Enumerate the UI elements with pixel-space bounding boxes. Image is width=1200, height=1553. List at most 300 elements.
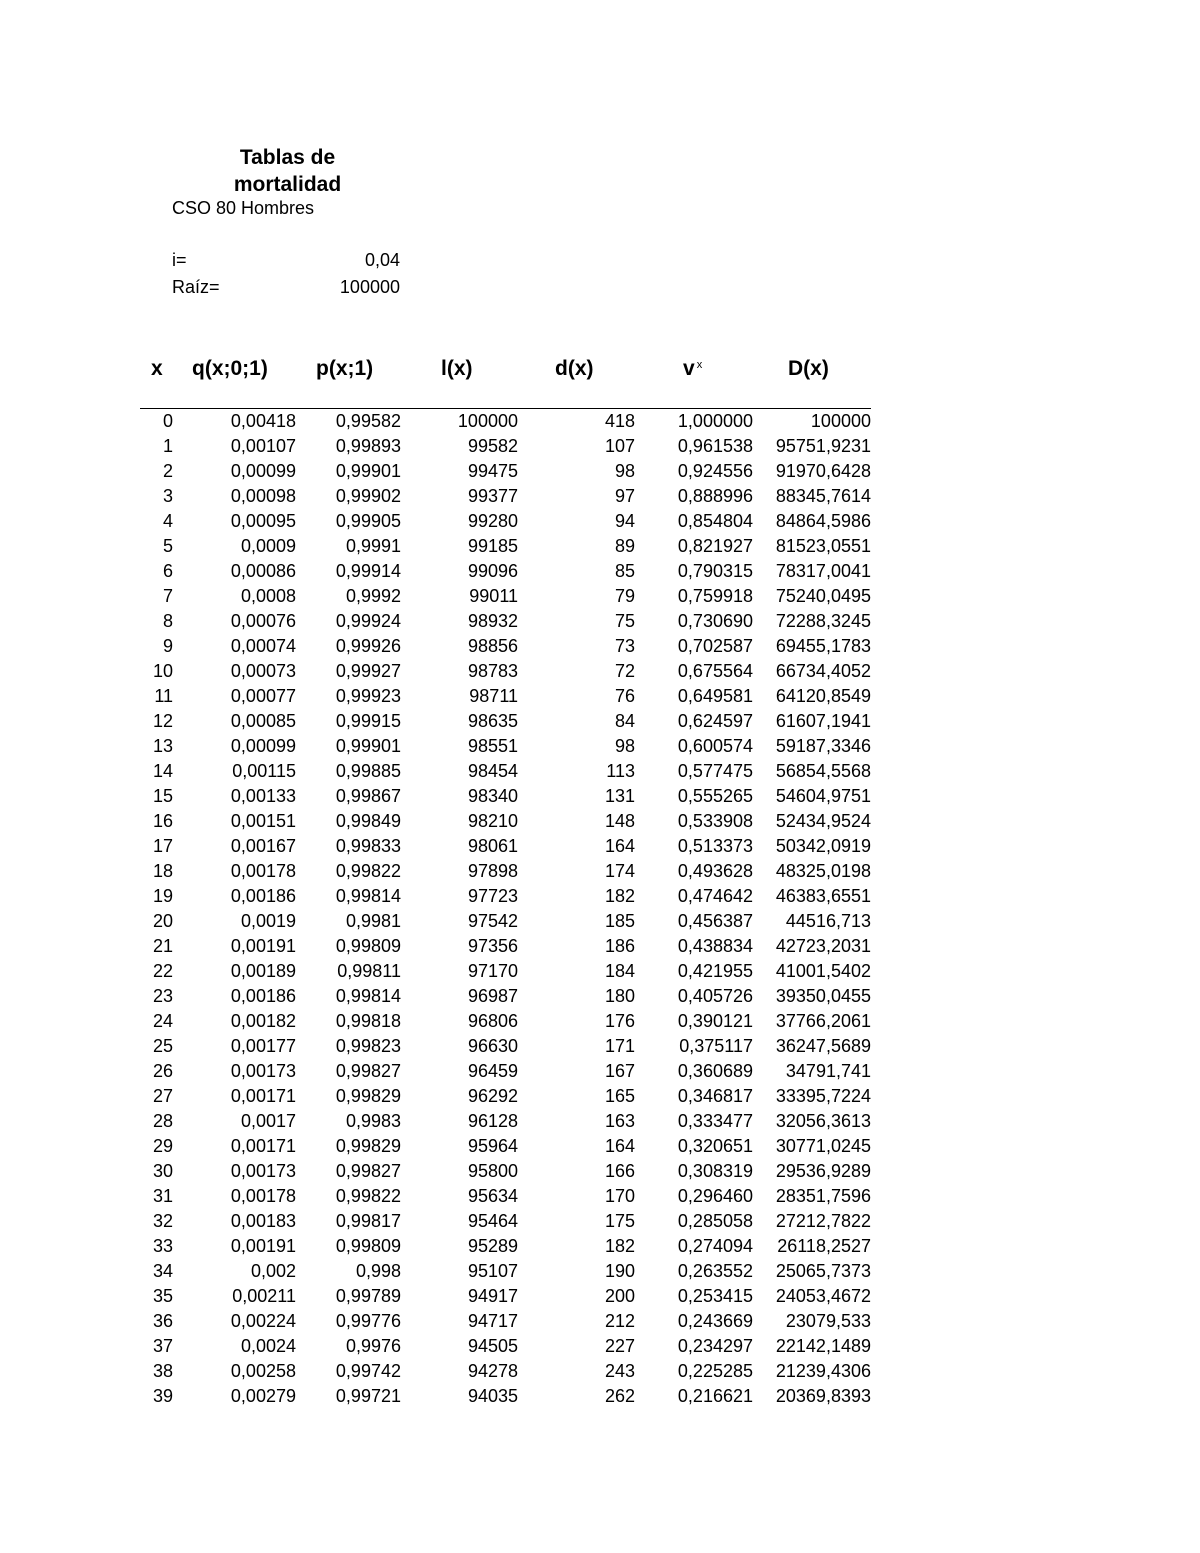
age-cell: 25 xyxy=(152,1036,173,1056)
dx-cell: 89 xyxy=(614,536,635,556)
table-row xyxy=(0,1385,1200,1410)
vx-cell: 0,263552 xyxy=(677,1261,753,1281)
Dx-cell: 95751,9231 xyxy=(775,436,871,456)
qx-cell: 0,00173 xyxy=(230,1061,296,1081)
lx-cell: 96987 xyxy=(467,986,518,1006)
age-cell: 9 xyxy=(162,636,173,656)
age-cell: 24 xyxy=(152,1011,173,1031)
table-row xyxy=(0,1310,1200,1335)
lx-cell: 99185 xyxy=(467,536,518,556)
Dx-cell: 100000 xyxy=(810,411,871,431)
age-cell: 19 xyxy=(152,886,173,906)
qx-cell: 0,00171 xyxy=(230,1136,296,1156)
qx-cell: 0,00095 xyxy=(230,511,296,531)
lx-cell: 99280 xyxy=(467,511,518,531)
dx-cell: 212 xyxy=(604,1311,635,1331)
table-row xyxy=(0,1135,1200,1160)
vx-cell: 0,390121 xyxy=(677,1011,753,1031)
px-cell: 0,99829 xyxy=(335,1136,401,1156)
qx-cell: 0,00177 xyxy=(230,1036,296,1056)
Dx-cell: 25065,7373 xyxy=(775,1261,871,1281)
table-row xyxy=(0,1185,1200,1210)
qx-cell: 0,00178 xyxy=(230,861,296,881)
vx-cell: 0,405726 xyxy=(677,986,753,1006)
dx-cell: 176 xyxy=(604,1011,635,1031)
mortality-table-body xyxy=(0,410,1200,1410)
age-cell: 12 xyxy=(152,711,173,731)
age-cell: 8 xyxy=(162,611,173,631)
px-cell: 0,99827 xyxy=(335,1061,401,1081)
qx-cell: 0,00076 xyxy=(230,611,296,631)
qx-cell: 0,00115 xyxy=(232,761,296,781)
table-row xyxy=(0,735,1200,760)
qx-cell: 0,00107 xyxy=(230,436,296,456)
Dx-cell: 56854,5568 xyxy=(775,761,871,781)
qx-cell: 0,00183 xyxy=(230,1211,296,1231)
age-cell: 2 xyxy=(162,461,173,481)
px-cell: 0,9983 xyxy=(345,1111,401,1131)
Dx-cell: 28351,7596 xyxy=(775,1186,871,1206)
lx-cell: 97723 xyxy=(467,886,518,906)
age-cell: 30 xyxy=(152,1161,173,1181)
age-cell: 27 xyxy=(152,1086,173,1106)
table-row xyxy=(0,1285,1200,1310)
Dx-cell: 44516,713 xyxy=(785,911,871,931)
dx-cell: 184 xyxy=(604,961,635,981)
vx-cell: 0,360689 xyxy=(677,1061,753,1081)
lx-cell: 95964 xyxy=(467,1136,518,1156)
dx-cell: 166 xyxy=(604,1161,635,1181)
age-cell: 16 xyxy=(152,811,173,831)
table-row xyxy=(0,1035,1200,1060)
px-cell: 0,99885 xyxy=(335,761,401,781)
vx-cell: 0,296460 xyxy=(677,1186,753,1206)
age-cell: 6 xyxy=(162,561,173,581)
Dx-cell: 66734,4052 xyxy=(775,661,871,681)
dx-cell: 171 xyxy=(604,1036,635,1056)
px-cell: 0,998 xyxy=(355,1261,401,1281)
lx-cell: 98061 xyxy=(467,836,518,856)
table-row xyxy=(0,710,1200,735)
qx-cell: 0,002 xyxy=(250,1261,296,1281)
lx-cell: 95289 xyxy=(467,1236,518,1256)
Dx-cell: 24053,4672 xyxy=(775,1286,871,1306)
dx-cell: 164 xyxy=(604,836,635,856)
dx-cell: 180 xyxy=(604,986,635,1006)
lx-cell: 99582 xyxy=(467,436,518,456)
lx-cell: 96292 xyxy=(467,1086,518,1106)
vx-cell: 0,243669 xyxy=(677,1311,753,1331)
age-cell: 31 xyxy=(152,1186,173,1206)
px-cell: 0,99814 xyxy=(335,986,401,1006)
Dx-cell: 34791,741 xyxy=(785,1061,871,1081)
qx-cell: 0,00178 xyxy=(230,1186,296,1206)
vx-cell: 0,456387 xyxy=(677,911,753,931)
column-header-lx: l(x) xyxy=(441,357,473,380)
px-cell: 0,99901 xyxy=(335,461,401,481)
vx-cell: 0,421955 xyxy=(677,961,753,981)
qx-cell: 0,0008 xyxy=(240,586,296,606)
px-cell: 0,99818 xyxy=(335,1011,401,1031)
dx-cell: 148 xyxy=(604,811,635,831)
table-row xyxy=(0,460,1200,485)
px-cell: 0,99905 xyxy=(335,511,401,531)
dx-cell: 73 xyxy=(614,636,635,656)
qx-cell: 0,00099 xyxy=(230,461,296,481)
table-row xyxy=(0,935,1200,960)
age-cell: 20 xyxy=(152,911,173,931)
px-cell: 0,99582 xyxy=(335,411,401,431)
column-header-qx: q(x;0;1) xyxy=(192,357,268,380)
px-cell: 0,99867 xyxy=(335,786,401,806)
vx-cell: 0,308319 xyxy=(677,1161,753,1181)
header-divider xyxy=(140,408,871,409)
table-row xyxy=(0,810,1200,835)
px-cell: 0,99822 xyxy=(335,861,401,881)
qx-cell: 0,00189 xyxy=(230,961,296,981)
qx-cell: 0,00258 xyxy=(230,1361,296,1381)
age-cell: 33 xyxy=(152,1236,173,1256)
dx-cell: 84 xyxy=(614,711,635,731)
Dx-cell: 91970,6428 xyxy=(775,461,871,481)
column-header-vx xyxy=(683,356,702,382)
dx-cell: 185 xyxy=(604,911,635,931)
dx-cell: 227 xyxy=(604,1336,635,1356)
table-row xyxy=(0,1085,1200,1110)
Dx-cell: 78317,0041 xyxy=(775,561,871,581)
lx-cell: 98551 xyxy=(467,736,518,756)
vx-cell: 0,821927 xyxy=(677,536,753,556)
lx-cell: 96806 xyxy=(467,1011,518,1031)
qx-cell: 0,00073 xyxy=(230,661,296,681)
qx-cell: 0,00224 xyxy=(230,1311,296,1331)
Dx-cell: 81523,0551 xyxy=(775,536,871,556)
qx-cell: 0,00133 xyxy=(230,786,296,806)
column-header-v-exponent: x xyxy=(696,359,703,371)
Dx-cell: 42723,2031 xyxy=(775,936,871,956)
dx-cell: 165 xyxy=(604,1086,635,1106)
lx-cell: 97356 xyxy=(467,936,518,956)
Dx-cell: 69455,1783 xyxy=(775,636,871,656)
Dx-cell: 72288,3245 xyxy=(775,611,871,631)
qx-cell: 0,00086 xyxy=(230,561,296,581)
lx-cell: 98932 xyxy=(467,611,518,631)
lx-cell: 95800 xyxy=(467,1161,518,1181)
qx-cell: 0,0009 xyxy=(240,536,296,556)
page-title: Tablas de mortalidad xyxy=(233,146,342,196)
Dx-cell: 29536,9289 xyxy=(775,1161,871,1181)
lx-cell: 98711 xyxy=(469,686,518,706)
dx-cell: 75 xyxy=(614,611,635,631)
Dx-cell: 48325,0198 xyxy=(775,861,871,881)
vx-cell: 0,474642 xyxy=(677,886,753,906)
table-row xyxy=(0,1235,1200,1260)
vx-cell: 0,274094 xyxy=(677,1236,753,1256)
px-cell: 0,99811 xyxy=(337,961,401,981)
dx-cell: 113 xyxy=(606,761,635,781)
px-cell: 0,99902 xyxy=(335,486,401,506)
table-row xyxy=(0,585,1200,610)
table-subtitle: CSO 80 Hombres xyxy=(172,198,315,218)
lx-cell: 96630 xyxy=(467,1036,518,1056)
table-row xyxy=(0,1010,1200,1035)
column-header-x: x xyxy=(151,357,163,380)
vx-cell: 0,285058 xyxy=(677,1211,753,1231)
px-cell: 0,99927 xyxy=(335,661,401,681)
table-row xyxy=(0,610,1200,635)
px-cell: 0,99823 xyxy=(335,1036,401,1056)
table-row xyxy=(0,410,1200,435)
Dx-cell: 61607,1941 xyxy=(775,711,871,731)
px-cell: 0,9991 xyxy=(345,536,401,556)
Dx-cell: 46383,6551 xyxy=(775,886,871,906)
column-header-dx: d(x) xyxy=(555,357,594,380)
table-row xyxy=(0,535,1200,560)
Dx-cell: 59187,3346 xyxy=(775,736,871,756)
lx-cell: 98340 xyxy=(467,786,518,806)
age-cell: 17 xyxy=(152,836,173,856)
table-row xyxy=(0,660,1200,685)
vx-cell: 0,234297 xyxy=(677,1336,753,1356)
qx-cell: 0,0024 xyxy=(240,1336,296,1356)
column-header-v-base: v xyxy=(683,357,695,380)
Dx-cell: 21239,4306 xyxy=(775,1361,871,1381)
Dx-cell: 23079,533 xyxy=(785,1311,871,1331)
qx-cell: 0,00418 xyxy=(230,411,296,431)
Dx-cell: 27212,7822 xyxy=(775,1211,871,1231)
Dx-cell: 54604,9751 xyxy=(775,786,871,806)
px-cell: 0,99849 xyxy=(335,811,401,831)
qx-cell: 0,00151 xyxy=(230,811,296,831)
px-cell: 0,9976 xyxy=(345,1336,401,1356)
qx-cell: 0,00279 xyxy=(230,1386,296,1406)
lx-cell: 97898 xyxy=(467,861,518,881)
lx-cell: 95464 xyxy=(467,1211,518,1231)
vx-cell: 0,961538 xyxy=(677,436,753,456)
vx-cell: 0,555265 xyxy=(677,786,753,806)
vx-cell: 0,513373 xyxy=(677,836,753,856)
age-cell: 36 xyxy=(152,1311,173,1331)
age-cell: 15 xyxy=(152,786,173,806)
qx-cell: 0,00074 xyxy=(230,636,296,656)
vx-cell: 0,333477 xyxy=(677,1111,753,1131)
lx-cell: 97170 xyxy=(467,961,518,981)
vx-cell: 0,577475 xyxy=(677,761,753,781)
px-cell: 0,99809 xyxy=(335,936,401,956)
qx-cell: 0,00167 xyxy=(230,836,296,856)
column-header-px: p(x;1) xyxy=(316,357,374,380)
dx-cell: 163 xyxy=(604,1111,635,1131)
qx-cell: 0,00077 xyxy=(230,686,296,706)
vx-cell: 0,320651 xyxy=(677,1136,753,1156)
dx-cell: 167 xyxy=(604,1061,635,1081)
lx-cell: 96459 xyxy=(467,1061,518,1081)
Dx-cell: 22142,1489 xyxy=(775,1336,871,1356)
vx-cell: 0,730690 xyxy=(677,611,753,631)
dx-cell: 98 xyxy=(614,461,635,481)
table-row xyxy=(0,1110,1200,1135)
radix-label: Raíz= xyxy=(172,277,220,297)
Dx-cell: 39350,0455 xyxy=(775,986,871,1006)
px-cell: 0,99914 xyxy=(335,561,401,581)
vx-cell: 0,649581 xyxy=(677,686,753,706)
age-cell: 4 xyxy=(162,511,173,531)
age-cell: 5 xyxy=(162,536,173,556)
dx-cell: 98 xyxy=(614,736,635,756)
vx-cell: 0,600574 xyxy=(677,736,753,756)
qx-cell: 0,00171 xyxy=(230,1086,296,1106)
qx-cell: 0,0017 xyxy=(240,1111,296,1131)
dx-cell: 262 xyxy=(604,1386,635,1406)
qx-cell: 0,00191 xyxy=(230,936,296,956)
Dx-cell: 33395,7224 xyxy=(775,1086,871,1106)
dx-cell: 72 xyxy=(614,661,635,681)
px-cell: 0,99776 xyxy=(335,1311,401,1331)
table-row xyxy=(0,1260,1200,1285)
table-row xyxy=(0,1335,1200,1360)
table-row xyxy=(0,435,1200,460)
dx-cell: 200 xyxy=(604,1286,635,1306)
Dx-cell: 36247,5689 xyxy=(775,1036,871,1056)
Dx-cell: 52434,9524 xyxy=(775,811,871,831)
vx-cell: 0,225285 xyxy=(677,1361,753,1381)
px-cell: 0,99915 xyxy=(335,711,401,731)
age-cell: 13 xyxy=(152,736,173,756)
dx-cell: 182 xyxy=(604,886,635,906)
vx-cell: 0,493628 xyxy=(677,861,753,881)
age-cell: 7 xyxy=(162,586,173,606)
dx-cell: 174 xyxy=(604,861,635,881)
dx-cell: 186 xyxy=(604,936,635,956)
age-cell: 10 xyxy=(152,661,173,681)
lx-cell: 97542 xyxy=(467,911,518,931)
px-cell: 0,99923 xyxy=(335,686,401,706)
px-cell: 0,99817 xyxy=(335,1211,401,1231)
Dx-cell: 41001,5402 xyxy=(775,961,871,981)
px-cell: 0,99833 xyxy=(335,836,401,856)
vx-cell: 1,000000 xyxy=(677,411,753,431)
Dx-cell: 64120,8549 xyxy=(775,686,871,706)
qx-cell: 0,00186 xyxy=(230,886,296,906)
vx-cell: 0,253415 xyxy=(677,1286,753,1306)
qx-cell: 0,0019 xyxy=(240,911,296,931)
table-row xyxy=(0,910,1200,935)
age-cell: 26 xyxy=(152,1061,173,1081)
dx-cell: 418 xyxy=(604,411,635,431)
age-cell: 0 xyxy=(162,411,173,431)
table-row xyxy=(0,960,1200,985)
interest-rate-value: 0,04 xyxy=(364,250,400,270)
age-cell: 11 xyxy=(154,686,173,706)
vx-cell: 0,702587 xyxy=(677,636,753,656)
lx-cell: 94505 xyxy=(467,1336,518,1356)
Dx-cell: 50342,0919 xyxy=(775,836,871,856)
Dx-cell: 88345,7614 xyxy=(775,486,871,506)
dx-cell: 79 xyxy=(614,586,635,606)
table-row xyxy=(0,635,1200,660)
lx-cell: 98856 xyxy=(467,636,518,656)
age-cell: 32 xyxy=(152,1211,173,1231)
lx-cell: 98635 xyxy=(467,711,518,731)
px-cell: 0,99829 xyxy=(335,1086,401,1106)
px-cell: 0,99893 xyxy=(335,436,401,456)
dx-cell: 182 xyxy=(604,1236,635,1256)
lx-cell: 95107 xyxy=(467,1261,518,1281)
qx-cell: 0,00099 xyxy=(230,736,296,756)
age-cell: 3 xyxy=(162,486,173,506)
age-cell: 29 xyxy=(152,1136,173,1156)
lx-cell: 99096 xyxy=(467,561,518,581)
dx-cell: 243 xyxy=(604,1361,635,1381)
lx-cell: 94278 xyxy=(467,1361,518,1381)
table-row xyxy=(0,510,1200,535)
lx-cell: 94717 xyxy=(467,1311,518,1331)
px-cell: 0,99742 xyxy=(335,1361,401,1381)
age-cell: 34 xyxy=(152,1261,173,1281)
table-row xyxy=(0,485,1200,510)
age-cell: 35 xyxy=(152,1286,173,1306)
age-cell: 23 xyxy=(152,986,173,1006)
lx-cell: 98783 xyxy=(467,661,518,681)
table-row xyxy=(0,985,1200,1010)
qx-cell: 0,00085 xyxy=(230,711,296,731)
table-row xyxy=(0,1210,1200,1235)
vx-cell: 0,675564 xyxy=(677,661,753,681)
px-cell: 0,99809 xyxy=(335,1236,401,1256)
Dx-cell: 26118,2527 xyxy=(777,1236,871,1256)
dx-cell: 164 xyxy=(604,1136,635,1156)
Dx-cell: 75240,0495 xyxy=(775,586,871,606)
lx-cell: 98454 xyxy=(467,761,518,781)
vx-cell: 0,624597 xyxy=(677,711,753,731)
age-cell: 37 xyxy=(152,1336,173,1356)
dx-cell: 175 xyxy=(604,1211,635,1231)
lx-cell: 98210 xyxy=(467,811,518,831)
lx-cell: 100000 xyxy=(457,411,518,431)
lx-cell: 99475 xyxy=(467,461,518,481)
vx-cell: 0,346817 xyxy=(677,1086,753,1106)
qx-cell: 0,00211 xyxy=(232,1286,296,1306)
px-cell: 0,9981 xyxy=(345,911,401,931)
qx-cell: 0,00098 xyxy=(230,486,296,506)
table-row xyxy=(0,885,1200,910)
vx-cell: 0,216621 xyxy=(677,1386,753,1406)
dx-cell: 131 xyxy=(604,786,635,806)
age-cell: 1 xyxy=(162,436,173,456)
age-cell: 22 xyxy=(152,961,173,981)
Dx-cell: 30771,0245 xyxy=(775,1136,871,1156)
age-cell: 39 xyxy=(152,1386,173,1406)
vx-cell: 0,533908 xyxy=(677,811,753,831)
vx-cell: 0,790315 xyxy=(677,561,753,581)
Dx-cell: 37766,2061 xyxy=(775,1011,871,1031)
table-row xyxy=(0,1160,1200,1185)
px-cell: 0,9992 xyxy=(345,586,401,606)
lx-cell: 96128 xyxy=(467,1111,518,1131)
table-row xyxy=(0,685,1200,710)
lx-cell: 94035 xyxy=(467,1386,518,1406)
vx-cell: 0,854804 xyxy=(677,511,753,531)
dx-cell: 94 xyxy=(614,511,635,531)
table-row xyxy=(0,560,1200,585)
px-cell: 0,99721 xyxy=(335,1386,401,1406)
vx-cell: 0,375117 xyxy=(679,1036,753,1056)
qx-cell: 0,00186 xyxy=(230,986,296,1006)
age-cell: 28 xyxy=(152,1111,173,1131)
dx-cell: 170 xyxy=(604,1186,635,1206)
Dx-cell: 32056,3613 xyxy=(775,1111,871,1131)
table-row xyxy=(0,1060,1200,1085)
